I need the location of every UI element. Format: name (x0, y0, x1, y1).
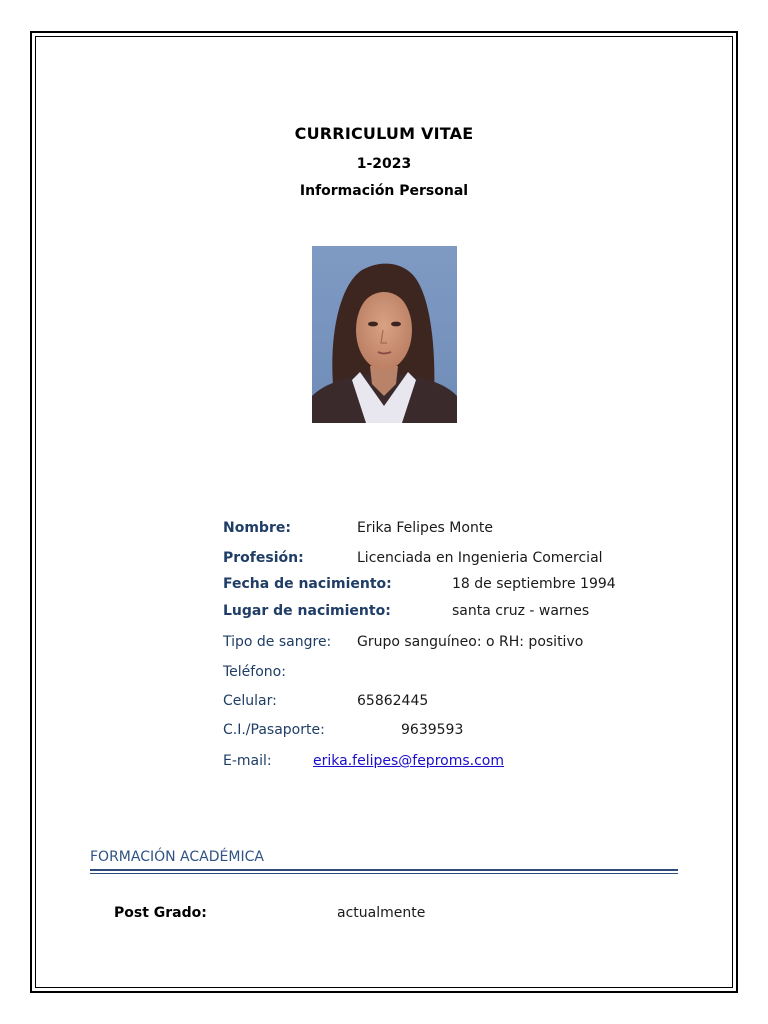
name-value: Erika Felipes Monte (357, 520, 493, 536)
section-divider-thin (90, 873, 678, 874)
profession-label: Profesión: (223, 550, 304, 566)
academic-section-title: FORMACIÓN ACADÉMICA (90, 849, 264, 865)
name-label: Nombre: (223, 520, 291, 536)
cv-title: CURRICULUM VITAE (294, 124, 474, 143)
email-label: E-mail: (223, 753, 272, 769)
cv-period: 1-2023 (356, 156, 412, 172)
profession-value: Licenciada en Ingenieria Comercial (357, 550, 603, 566)
postgrad-label: Post Grado: (114, 905, 207, 921)
cv-subtitle: Información Personal (299, 183, 469, 199)
birth-place-value: santa cruz - warnes (452, 603, 590, 619)
postgrad-value: actualmente (337, 905, 426, 921)
birth-date-value: 18 de septiembre 1994 (452, 576, 616, 592)
phone-label: Teléfono: (223, 664, 286, 680)
mobile-value: 65862445 (357, 693, 429, 709)
blood-type-label: Tipo de sangre: (223, 634, 332, 650)
page-border-inner (35, 36, 733, 988)
id-label: C.I./Pasaporte: (223, 722, 325, 738)
id-value: 9639593 (401, 722, 464, 738)
birth-place-label: Lugar de nacimiento: (223, 603, 391, 619)
email-link[interactable]: erika.felipes@feproms.com (313, 753, 504, 769)
birth-date-label: Fecha de nacimiento: (223, 576, 392, 592)
blood-type-value: Grupo sanguíneo: o RH: positivo (357, 634, 584, 650)
profile-photo (312, 246, 457, 423)
mobile-label: Celular: (223, 693, 277, 709)
section-divider (90, 869, 678, 871)
